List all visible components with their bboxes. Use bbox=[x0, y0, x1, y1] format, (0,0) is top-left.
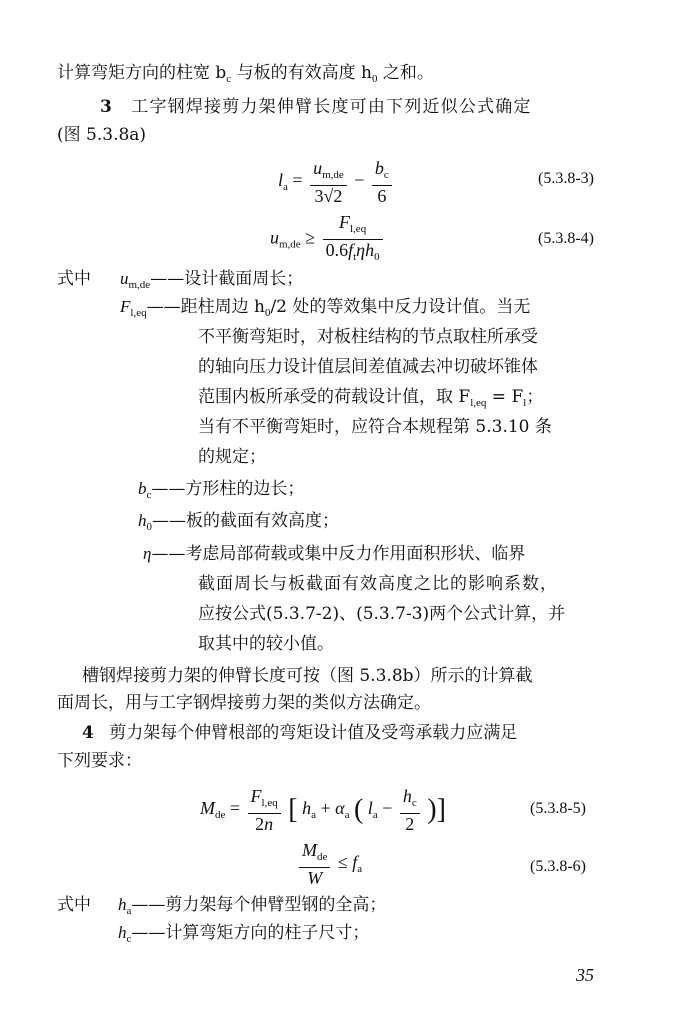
equation-5-3-8-6: $\frac{M_{de}}{W}$ ≤ $f_a$ bbox=[296, 840, 362, 888]
symbol: h bbox=[118, 895, 127, 914]
figure-ref: (图 5.3.8a) bbox=[57, 125, 147, 145]
paragraph-line-2: 面周长，用与工字钢焊接剪力架的类似方法确定。 bbox=[57, 693, 431, 713]
symbol: b bbox=[138, 479, 147, 498]
subscript: 0 bbox=[146, 521, 152, 533]
item-4-line-2: 下列要求： bbox=[57, 751, 142, 771]
definition-text: ——设计截面周长； bbox=[150, 269, 304, 289]
equation-number: (5.3.8-5) bbox=[530, 800, 586, 817]
equation-5-3-8-4: $u_{m,de}$ ≥ $\frac{F_{l,eq}}{0.6f_t\eta h_0}$ bbox=[270, 212, 386, 267]
subscript: a bbox=[126, 905, 132, 917]
text: 范围内板所承受的荷载设计值，取 F bbox=[198, 387, 471, 407]
equation-number: (5.3.8-3) bbox=[538, 170, 594, 187]
item-text: 工字钢焊接剪力架伸臂长度可由下列近似公式确定 bbox=[131, 97, 532, 117]
item-4 bbox=[82, 722, 517, 744]
page-number: 35 bbox=[576, 965, 594, 985]
item-3 bbox=[100, 96, 532, 118]
subscript: m,de bbox=[128, 279, 151, 291]
definition-text: ——考虑局部荷载或集中反力作用面积形状、临界 bbox=[151, 544, 526, 564]
subscript: c bbox=[126, 933, 132, 945]
subscript: l bbox=[523, 397, 527, 409]
definition-Fleq-line-6: 的规定； bbox=[198, 447, 266, 467]
subscript: 0 bbox=[371, 73, 378, 85]
definition-Fleq-line-5: 当有不平衡弯矩时，应符合本规程第 5.3.10 条 bbox=[198, 417, 552, 437]
subscript: l,eq bbox=[130, 307, 147, 319]
definition-text: ——方形柱的边长； bbox=[151, 479, 305, 499]
item-number: 4 bbox=[82, 723, 94, 743]
item-3-ref bbox=[57, 124, 146, 146]
definition-hc bbox=[118, 922, 369, 950]
text: 与板的有效高度 h bbox=[231, 63, 372, 83]
equation-number: (5.3.8-4) bbox=[538, 230, 594, 247]
subscript: l,eq bbox=[470, 397, 487, 409]
definition-bc bbox=[138, 478, 304, 506]
definition-text: ——计算弯矩方向的柱子尺寸； bbox=[131, 923, 370, 943]
definition-eta-line-2: 截面周长与板截面有效高度之比的影响系数， bbox=[198, 574, 558, 594]
equation-5-3-8-3: $l_a$ = $\frac{u_{m,de}}{3√2}$ − $\frac{b_c}{6}$ bbox=[278, 158, 395, 206]
definition-eta-line-4: 取其中的较小值。 bbox=[198, 634, 334, 654]
subscript: c bbox=[226, 73, 232, 85]
text: 计算弯矩方向的柱宽 b bbox=[57, 63, 227, 83]
text: 之和。 bbox=[377, 63, 434, 83]
symbol: h bbox=[138, 511, 147, 530]
text: = F bbox=[486, 387, 524, 407]
subscript: c bbox=[146, 489, 152, 501]
definition-eta-line-3: 应按公式(5.3.7-2)、(5.3.7-3)两个公式计算，并 bbox=[198, 604, 566, 624]
symbol: η bbox=[143, 544, 152, 563]
symbol: F bbox=[120, 297, 131, 316]
symbol: u bbox=[120, 269, 129, 288]
symbol: h bbox=[118, 923, 127, 942]
definition-ha bbox=[118, 894, 386, 922]
definition-Fleq-line-3: 的轴向压力设计值层间差值减去冲切破坏锥体 bbox=[198, 357, 538, 377]
definition-Fleq bbox=[120, 296, 530, 324]
text-line-1 bbox=[57, 62, 434, 90]
paragraph-line-1: 槽钢焊接剪力架的伸臂长度可按（图 5.3.8b）所示的计算截 bbox=[82, 666, 533, 686]
where-label: 式中 bbox=[57, 269, 91, 289]
subscript: 0 bbox=[264, 307, 271, 319]
definition-Fleq-line-4 bbox=[198, 386, 543, 414]
definition-h0 bbox=[138, 510, 339, 538]
definition-text: ——板的截面有效高度； bbox=[152, 511, 339, 531]
equation-number: (5.3.8-6) bbox=[530, 858, 586, 875]
text: ； bbox=[526, 387, 544, 407]
definition-text: ——剪力架每个伸臂型钢的全高； bbox=[131, 895, 387, 915]
where-label: 式中 bbox=[57, 895, 91, 915]
item-number: 3 bbox=[100, 97, 112, 117]
definition-Fleq-line-2: 不平衡弯矩时，对板柱结构的节点取柱所承受 bbox=[198, 327, 538, 347]
equation-5-3-8-5: $M_{de}$ = $\frac{F_{l,eq}}{2n}$ [ $h_a + \alpha_a$ ( $l_a$ − $\frac{h_c}{2}$ )] bbox=[200, 786, 446, 834]
definition-text: /2 处的等效集中反力设计值。当无 bbox=[270, 297, 531, 317]
definition-umde bbox=[120, 268, 303, 296]
definition-eta bbox=[143, 543, 525, 565]
item-text: 剪力架每个伸臂根部的弯矩设计值及受弯承载力应满足 bbox=[109, 723, 518, 743]
definition-text: ——距柱周边 h bbox=[146, 297, 265, 317]
